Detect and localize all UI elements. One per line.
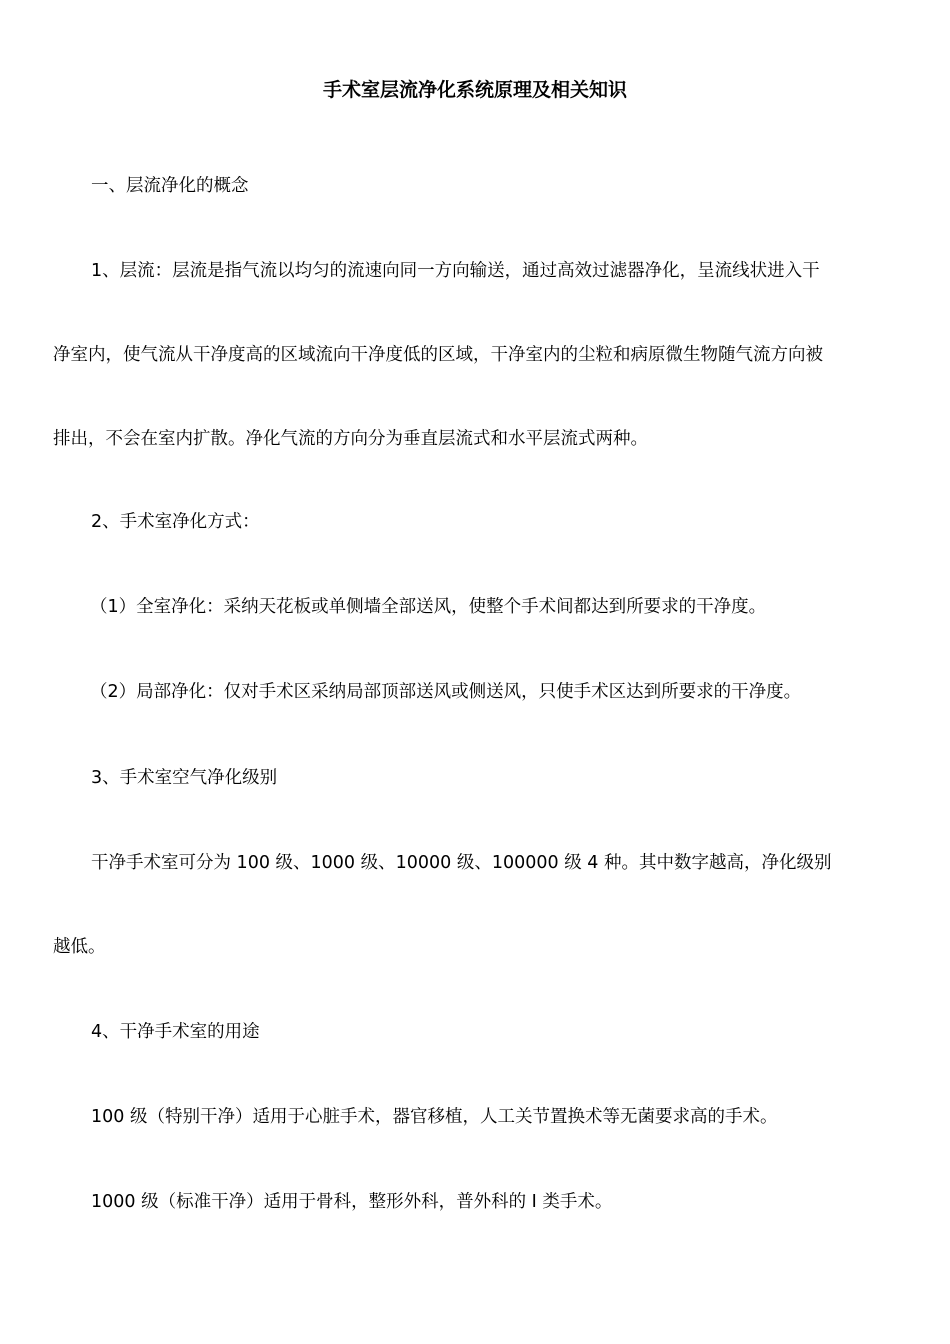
paragraph-local bbox=[53, 650, 899, 734]
section-heading-purification-methods bbox=[53, 480, 899, 564]
text-line: （2）局部净化：仅对手术区采纳局部顶部送风或侧送风，只使手术区达到所要求的干净度。 bbox=[90, 682, 802, 702]
text-line: （1）全室净化：采纳天花板或单侧墙全部送风，使整个手术间都达到所要求的干净度。 bbox=[90, 597, 767, 617]
paragraph-class-1000 bbox=[53, 1160, 899, 1244]
text-line: 净室内，使气流从干净度高的区域流向干净度低的区域，干净室内的尘粒和病原微生物随气流方向被 bbox=[53, 345, 823, 365]
paragraph-laminar-flow bbox=[53, 229, 899, 481]
text-line: 100 级（特别干净）适用于心脏手术，器官移植，人工关节置换术等无菌要求高的手术。 bbox=[91, 1107, 778, 1127]
text-line: 3、手术室空气净化级别 bbox=[91, 768, 278, 788]
text-line: 1000 级（标准干净）适用于骨科，整形外科，普外科的 I 类手术。 bbox=[91, 1192, 613, 1212]
text-line: 一、层流净化的概念 bbox=[91, 176, 249, 196]
section-heading-concept bbox=[53, 144, 899, 228]
paragraph-levels bbox=[53, 821, 899, 989]
section-heading-air-levels bbox=[53, 736, 899, 820]
text-line: 排出，不会在室内扩散。净化气流的方向分为垂直层流式和水平层流式两种。 bbox=[53, 429, 648, 449]
text-line: 2、手术室净化方式： bbox=[91, 512, 260, 532]
paragraph-full-room bbox=[53, 565, 899, 649]
text-line: 干净手术室可分为 100 级、1000 级、10000 级、100000 级 4 种。其中数字越高，净化级别 bbox=[91, 853, 832, 873]
paragraph-class-100 bbox=[53, 1075, 899, 1159]
text-line: 越低。 bbox=[53, 937, 106, 957]
section-heading-uses bbox=[53, 990, 899, 1074]
text-line: 1、层流：层流是指气流以均匀的流速向同一方向输送，通过高效过滤器净化，呈流线状进入干 bbox=[91, 261, 820, 281]
document-title: 手术室层流净化系统原理及相关知识 bbox=[322, 79, 627, 101]
text-line: 4、干净手术室的用途 bbox=[91, 1022, 260, 1042]
